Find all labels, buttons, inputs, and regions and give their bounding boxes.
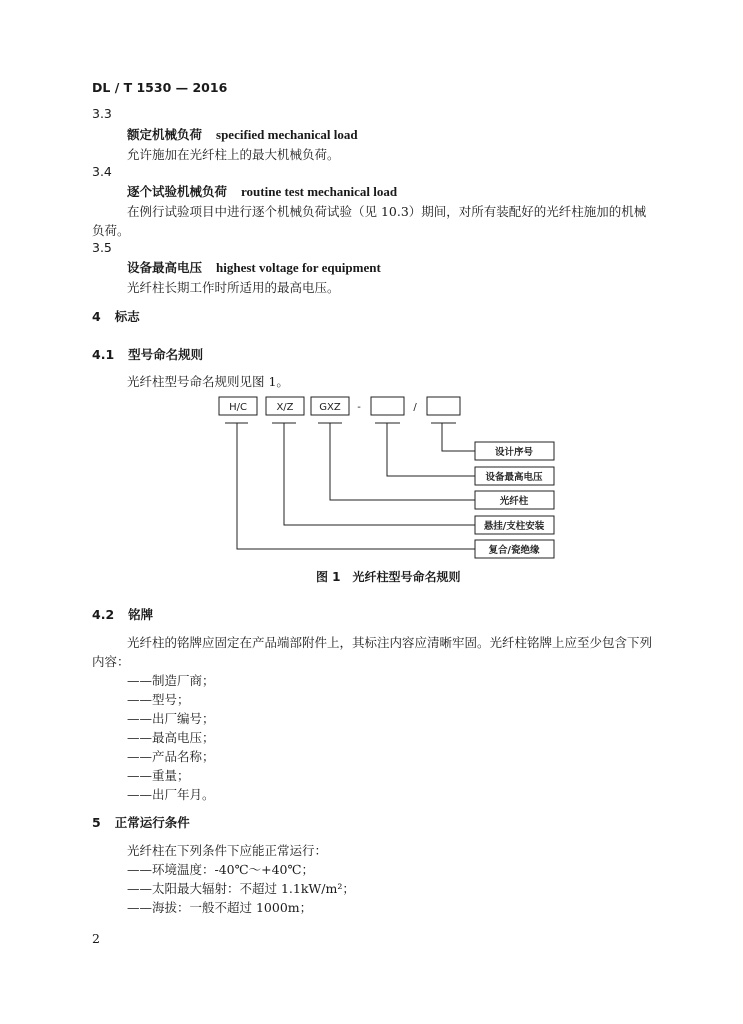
connector-insulation (237, 423, 475, 549)
page-number: 2 (92, 931, 100, 946)
section-4-title: 标志 (114, 309, 140, 324)
section-5-number: 5 (92, 815, 101, 830)
box-xz-label: X/Z (276, 402, 294, 413)
box-gxz-label: GXZ (319, 402, 341, 413)
term-en-3-4: routine test mechanical load (241, 184, 398, 199)
term-zh-3-4: 逐个试验机械负荷 (127, 184, 228, 199)
section-5-title: 正常运行条件 (114, 815, 190, 830)
section-4-2-number: 4.2 (92, 607, 115, 622)
list-item: ——海拔：一般不超过 1000m； (127, 900, 313, 915)
connector-installation (284, 423, 475, 525)
section-5-body: 光纤柱在下列条件下应能正常运行： (127, 843, 328, 858)
section-5-heading (92, 813, 190, 831)
section-4-1-number: 4.1 (92, 347, 115, 362)
term-definition-3-4-line1: 在例行试验项目中进行逐个机械负荷试验（见 10.3）期间，对所有装配好的光纤柱施加的机械 (127, 204, 647, 219)
section-4-number: 4 (92, 309, 101, 324)
term-en-3-5: highest voltage for equipment (216, 260, 381, 275)
term-zh-3-5: 设备最高电压 (127, 260, 203, 275)
list-item: ——太阳最大辐射：不超过 1.1kW/m²； (127, 881, 355, 896)
term-number-3-3: 3.3 (92, 106, 112, 121)
term-zh-3-3: 额定机械负荷 (127, 127, 203, 142)
term-definition-3-3: 允许施加在光纤柱上的最大机械负荷。 (127, 147, 340, 162)
label-serial-number: 设计序号 (494, 447, 534, 458)
section-4-1-title: 型号命名规则 (128, 347, 204, 362)
label-highest-voltage: 设备最高电压 (485, 472, 543, 483)
list-item: ——最高电压； (127, 730, 215, 745)
figure-1-title: 光纤柱型号命名规则 (352, 570, 461, 584)
label-insulation-type: 复合/瓷绝缘 (488, 545, 540, 556)
label-installation-type: 悬挂/支柱安装 (483, 521, 545, 532)
slash-separator: / (413, 402, 417, 413)
section-4-1-body: 光纤柱型号命名规则见图 1。 (127, 374, 289, 389)
box-hc-label: H/C (229, 402, 247, 413)
label-fiber-column: 光纤柱 (499, 496, 529, 507)
box-voltage (371, 397, 404, 415)
term-number-3-5: 3.5 (92, 240, 112, 255)
figure-1-caption (316, 568, 461, 585)
list-item: ——出厂年月。 (127, 787, 215, 802)
term-number-3-4: 3.4 (92, 164, 112, 179)
list-item: ——产品名称； (127, 749, 215, 764)
section-4-2-body-line2: 内容： (92, 654, 130, 669)
term-en-3-3: specified mechanical load (216, 127, 358, 142)
connector-serial (442, 423, 475, 451)
list-item: ——重量； (127, 768, 190, 783)
figure-1-number: 图 1 (316, 570, 341, 584)
connector-voltage (387, 423, 475, 476)
list-item: ——环境温度：-40℃～+40℃； (127, 862, 314, 877)
standard-number-header: DL / T 1530 — 2016 (92, 80, 228, 95)
connector-fiber-column (330, 423, 475, 500)
section-4-2-heading (92, 605, 153, 623)
box-serial (427, 397, 460, 415)
list-item: ——制造厂商； (127, 673, 215, 688)
term-definition-3-5: 光纤柱长期工作时所适用的最高电压。 (127, 280, 340, 295)
list-item: ——出厂编号； (127, 711, 215, 726)
term-definition-3-4-line2: 负荷。 (92, 223, 130, 238)
dash-separator: - (357, 402, 361, 413)
section-4-2-title: 铭牌 (128, 607, 154, 622)
section-4-2-body-line1: 光纤柱的铭牌应固定在产品端部附件上，其标注内容应清晰牢固。光纤柱铭牌上应至少包含下列 (127, 635, 653, 650)
list-item: ——型号； (127, 692, 190, 707)
